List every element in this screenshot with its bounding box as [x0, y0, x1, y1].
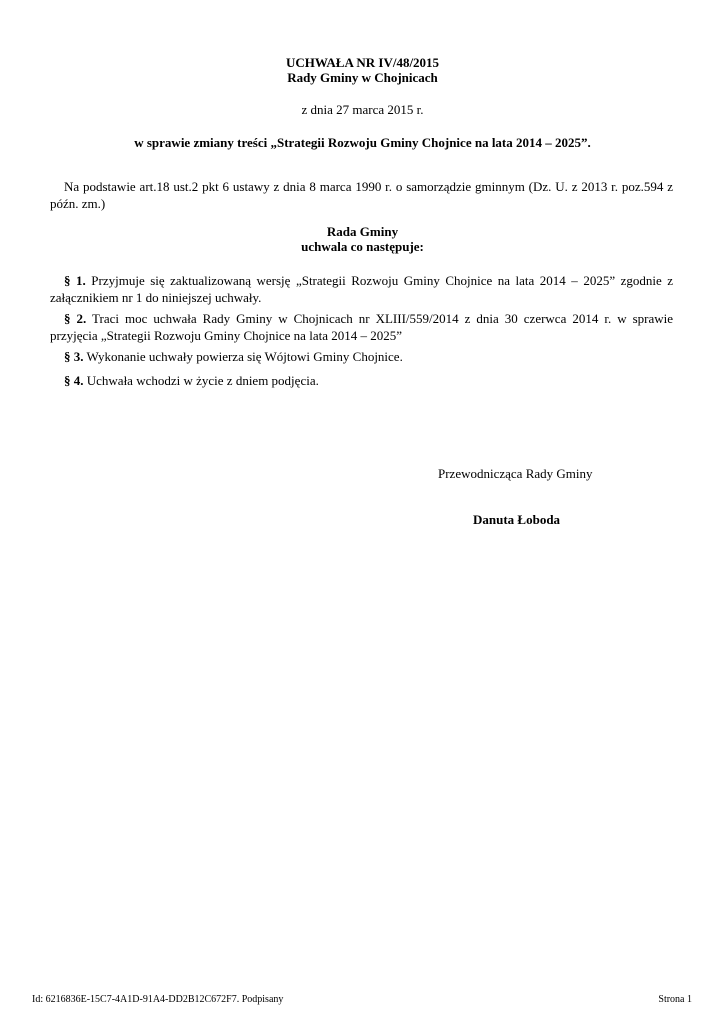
- signatory-role: Przewodnicząca Rady Gminy: [438, 466, 593, 481]
- section-1-text: Przyjmuje się zaktualizowaną wersję „Strategii Rozwoju Gminy Chojnice na lata 2014 – 2025” zgodnie z załącznikiem nr 1 do niniejszej uchwały.: [50, 273, 674, 305]
- section-2: [50, 310, 673, 344]
- section-3: [50, 348, 673, 365]
- section-1: [50, 272, 673, 306]
- resolution-title: UCHWAŁA NR IV/48/2015: [285, 55, 440, 70]
- section-2-label: § 2.: [64, 311, 87, 326]
- section-4-label: § 4.: [64, 373, 84, 388]
- section-4-text: Uchwała wchodzi w życie z dniem podjęcia.: [86, 373, 319, 388]
- signatory-name: Danuta Łoboda: [473, 512, 561, 527]
- section-1-label: § 1.: [64, 273, 86, 288]
- section-2-text: Traci moc uchwała Rady Gminy w Chojnicach nr XLIII/559/2014 z dnia 30 czerwca 2014 r. w sprawie przyjęcia „Strategii Rozwoju Gminy Chojnice na lata 2014 – 2025”: [50, 311, 674, 343]
- legal-basis-paragraph: Na podstawie art.18 ust.2 pkt 6 ustawy z dnia 8 marca 1990 r. o samorządzie gminnym (Dz. U. z 2013 r. poz.594 z późn. zm.): [50, 179, 673, 211]
- section-3-text: Wykonanie uchwały powierza się Wójtowi Gminy Chojnice.: [86, 349, 403, 364]
- page-number-footer: Strona 1: [658, 994, 692, 1005]
- council-heading: Rada Gminy: [326, 224, 399, 239]
- section-3-label: § 3.: [64, 349, 84, 364]
- resolution-subject: w sprawie zmiany treści „Strategii Rozwoju Gminy Chojnice na lata 2014 – 2025”.: [134, 135, 591, 150]
- council-resolves: uchwala co następuje:: [301, 239, 424, 254]
- resolution-date: z dnia 27 marca 2015 r.: [301, 102, 424, 117]
- section-4: [50, 372, 673, 389]
- resolution-issuer: Rady Gminy w Chojnicach: [287, 70, 438, 85]
- document-id-footer: Id: 6216836E-15C7-4A1D-91A4-DD2B12C672F7. Podpisany: [32, 994, 284, 1005]
